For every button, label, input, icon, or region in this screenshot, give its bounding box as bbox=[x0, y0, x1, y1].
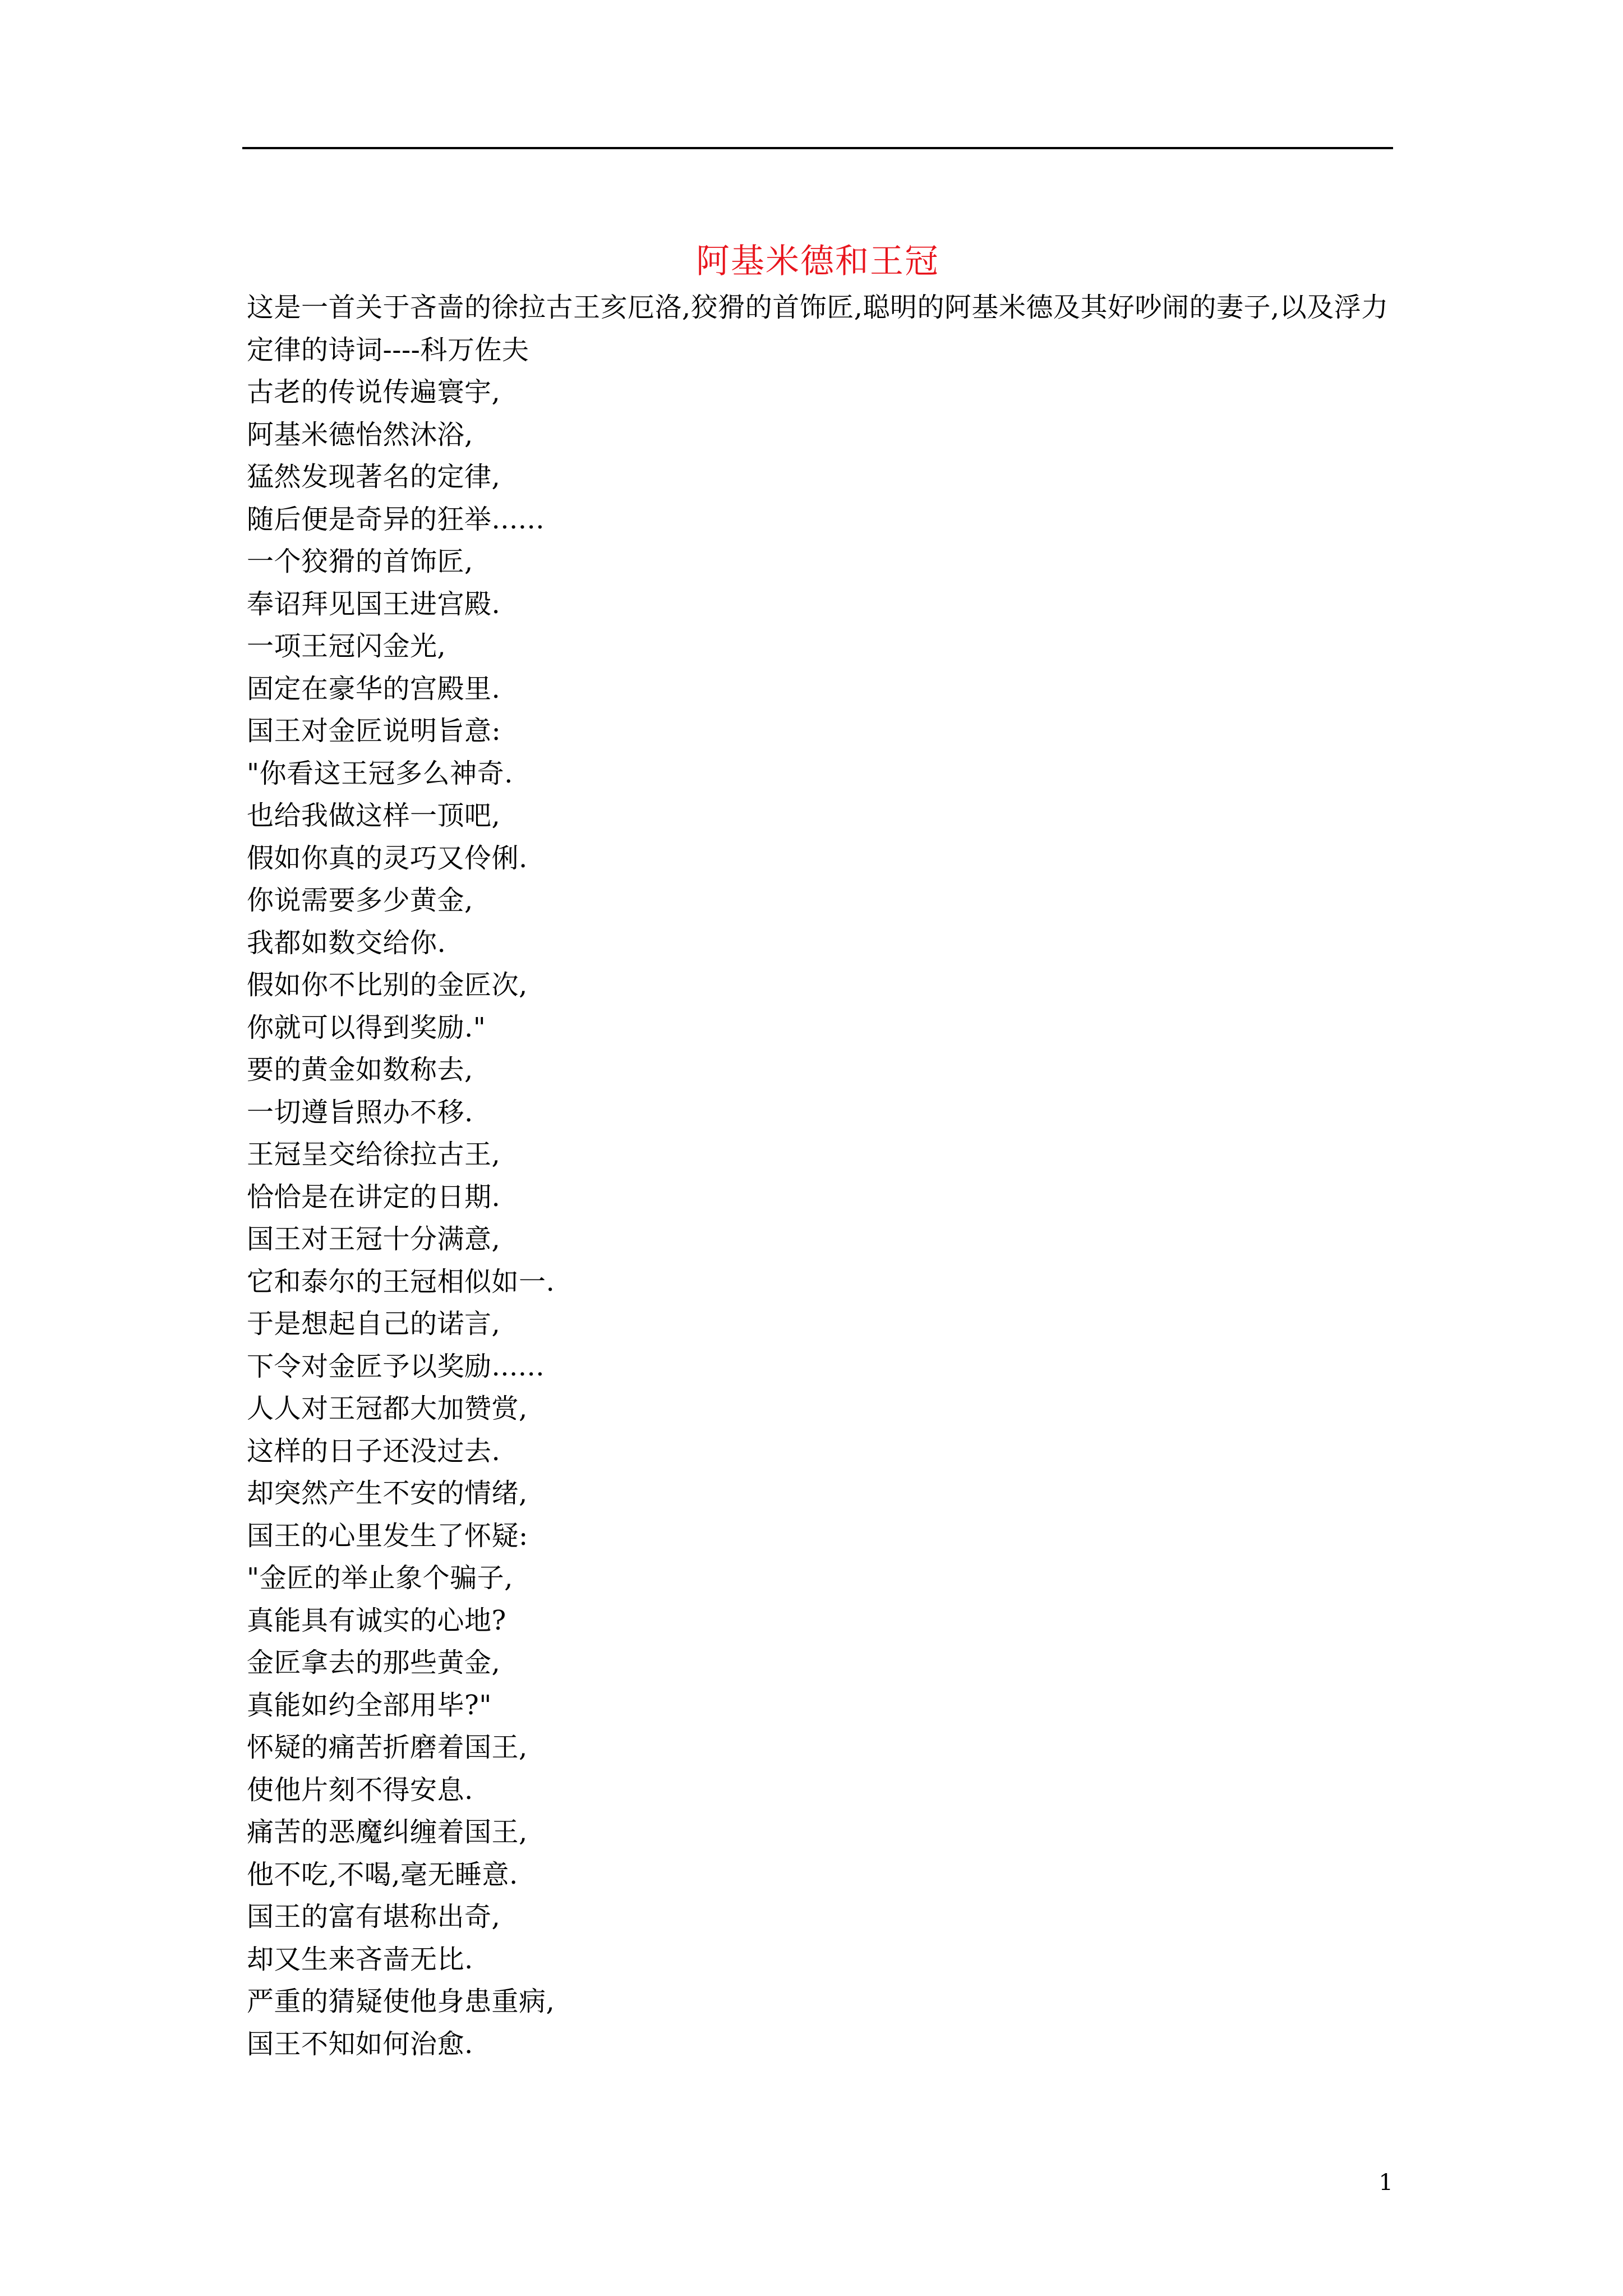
poem-line: 国王不知如何治愈. bbox=[247, 2028, 473, 2060]
poem-line: 恰恰是在讲定的日期. bbox=[247, 1181, 501, 1213]
poem-line: 假如你不比别的金匠次, bbox=[247, 969, 528, 1001]
poem-line: 怀疑的痛苦折磨着国王, bbox=[247, 1732, 528, 1763]
poem-line: 于是想起自己的诺言, bbox=[247, 1308, 501, 1340]
poem-line: 下令对金匠予以奖励...... bbox=[247, 1350, 545, 1382]
poem-line: 固定在豪华的宫殿里. bbox=[247, 673, 501, 705]
poem-line: 真能如约全部用毕?" bbox=[247, 1689, 492, 1721]
poem-line: 国王的心里发生了怀疑: bbox=[247, 1520, 528, 1552]
poem-line: 一项王冠闪金光, bbox=[247, 631, 446, 662]
poem-line: 奉诏拜见国王进宫殿. bbox=[247, 588, 501, 620]
poem-line: 假如你真的灵巧又伶俐. bbox=[247, 842, 528, 874]
poem-line: 金匠拿去的那些黄金, bbox=[247, 1647, 501, 1678]
poem-line: 随后便是奇异的狂举...... bbox=[247, 503, 545, 535]
poem-line: 你就可以得到奖励." bbox=[247, 1011, 486, 1043]
header-rule bbox=[242, 147, 1393, 149]
poem-line: 古老的传说传遍寰宇, bbox=[247, 376, 501, 408]
poem-line: 却又生来吝啬无比. bbox=[247, 1943, 473, 1975]
poem-line: 猛然发现著名的定律, bbox=[247, 461, 501, 493]
poem-line: 我都如数交给你. bbox=[247, 927, 446, 959]
poem-line: 人人对王冠都大加赞赏, bbox=[247, 1393, 528, 1424]
poem-line: 国王对金匠说明旨意: bbox=[247, 715, 501, 747]
poem-line: 它和泰尔的王冠相似如一. bbox=[247, 1266, 555, 1297]
poem-line: 真能具有诚实的心地? bbox=[247, 1604, 506, 1636]
poem-line: 国王的富有堪称出奇, bbox=[247, 1901, 501, 1932]
poem-line: 一切遵旨照办不移. bbox=[247, 1096, 473, 1128]
page-number: 1 bbox=[1378, 2170, 1393, 2196]
poem-line: 一个狡猾的首饰匠, bbox=[247, 546, 473, 577]
poem-line: "你看这王冠多么神奇. bbox=[247, 757, 513, 789]
poem-line: 也给我做这样一顶吧, bbox=[247, 800, 501, 831]
intro-paragraph: 这是一首关于吝啬的徐拉古王亥厄洛,狡猾的首饰匠,聪明的阿基米德及其好吵闹的妻子,以及浮力定律的诗词----科万佐夫 bbox=[247, 292, 1389, 366]
poem-line: 阿基米德怡然沐浴, bbox=[247, 418, 473, 450]
poem-line: 这样的日子还没过去. bbox=[247, 1435, 501, 1467]
poem-line: 要的黄金如数称去, bbox=[247, 1054, 473, 1085]
poem-line: 使他片刻不得安息. bbox=[247, 1774, 473, 1806]
poem-line: 你说需要多少黄金, bbox=[247, 885, 473, 916]
poem-lines bbox=[247, 371, 1393, 2065]
poem-line: 国王对王冠十分满意, bbox=[247, 1223, 501, 1255]
poem-line: 严重的猜疑使他身患重病, bbox=[247, 1986, 555, 2017]
poem-line: "金匠的举止象个骗子, bbox=[247, 1562, 513, 1594]
poem-line: 却突然产生不安的情绪, bbox=[247, 1478, 528, 1509]
document-title: 阿基米德和王冠 bbox=[696, 242, 939, 282]
poem-line: 他不吃,不喝,毫无睡意. bbox=[247, 1858, 518, 1890]
poem-line: 痛苦的恶魔纠缠着国王, bbox=[247, 1816, 528, 1848]
poem-line: 王冠呈交给徐拉古王, bbox=[247, 1139, 501, 1170]
